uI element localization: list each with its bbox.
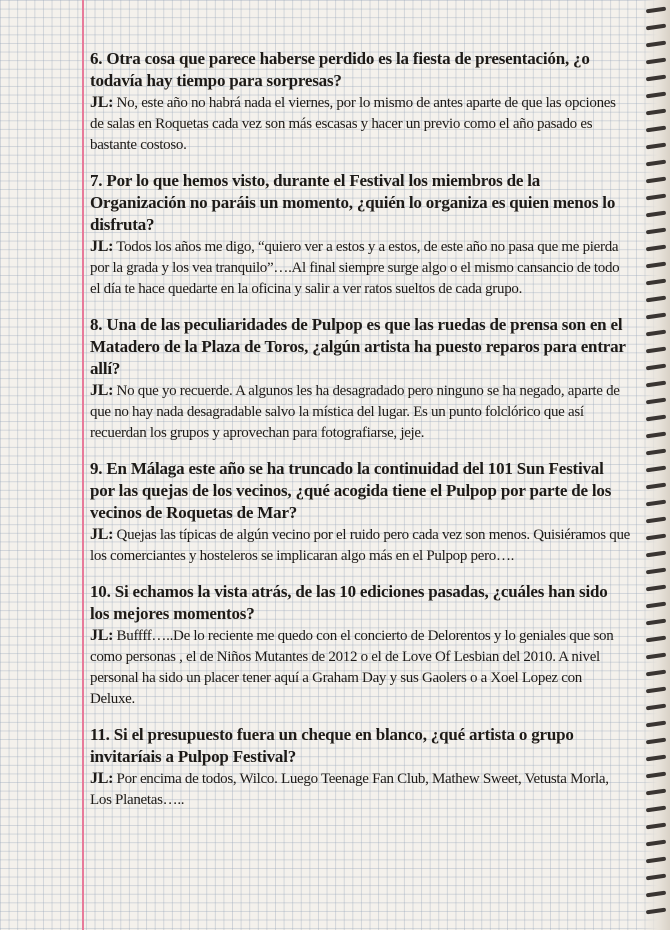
spiral-ring bbox=[646, 619, 666, 626]
spiral-ring bbox=[646, 840, 666, 847]
speaker-label: JL: bbox=[90, 238, 114, 255]
spiral-ring bbox=[646, 500, 666, 507]
question-7: 7. Por lo que hemos visto, durante el Festival los miembros de la Organización no paráis un momento, ¿quién lo organiza es quien menos lo disfruta? bbox=[90, 171, 616, 234]
spiral-ring bbox=[646, 92, 666, 99]
spiral-ring bbox=[646, 415, 666, 422]
spiral-ring bbox=[646, 347, 666, 354]
spiral-ring bbox=[646, 908, 666, 915]
question-11: 11. Si el presupuesto fuera un cheque en blanco, ¿qué artista o grupo invitaríais a Pulpop Festival? bbox=[90, 725, 574, 766]
question-10: 10. Si echamos la vista atrás, de las 10 ediciones pasadas, ¿cuáles han sido los mejores momentos? bbox=[90, 582, 608, 623]
speaker-label: JL: bbox=[90, 94, 114, 111]
spiral-ring bbox=[646, 228, 666, 235]
spiral-ring bbox=[646, 670, 666, 677]
spiral-ring bbox=[646, 449, 666, 456]
question-8: 8. Una de las peculiaridades de Pulpop es que las ruedas de prensa son en el Matadero de la Plaza de Toros, ¿algún artista ha puesto reparos para entrar allí? bbox=[90, 315, 626, 378]
spiral-ring bbox=[646, 738, 666, 745]
interview-content bbox=[90, 48, 630, 825]
spiral-ring bbox=[646, 432, 666, 439]
answer-9 bbox=[90, 524, 630, 567]
spiral-ring bbox=[646, 330, 666, 337]
spiral-ring bbox=[646, 364, 666, 371]
spiral-ring bbox=[646, 687, 666, 694]
spiral-ring bbox=[646, 279, 666, 286]
spiral-ring bbox=[646, 789, 666, 796]
spiral-ring bbox=[646, 874, 666, 881]
qa-block-10 bbox=[90, 581, 630, 710]
answer-text: No que yo recuerde. A algunos les ha desagradado pero ninguno se ha negado, aparte de que no hay nada desagradable salvo la mística del lugar. Es un punto folclórico que así recuerdan los grupos y aprovechan para fotografiarse, jeje. bbox=[90, 383, 620, 441]
answer-text: Todos los años me digo, “quiero ver a estos y a estos, de este año no pasa que me pierda por la grada y los vea tranquilo”….Al final siempre surge algo o el mismo cansancio de todo el día te hace quedarte en la oficina y salir a ver ratos sueltos de cada grupo. bbox=[90, 239, 620, 297]
spiral-ring bbox=[646, 806, 666, 813]
spiral-ring bbox=[646, 262, 666, 269]
spiral-ring bbox=[646, 24, 666, 31]
spiral-ring bbox=[646, 585, 666, 592]
spiral-binding bbox=[640, 0, 670, 930]
answer-11 bbox=[90, 768, 630, 811]
speaker-label: JL: bbox=[90, 770, 114, 787]
spiral-ring bbox=[646, 398, 666, 405]
spiral-ring bbox=[646, 177, 666, 184]
spiral-ring bbox=[646, 75, 666, 82]
answer-7 bbox=[90, 236, 630, 300]
margin-line bbox=[82, 0, 84, 930]
spiral-ring bbox=[646, 194, 666, 201]
speaker-label: JL: bbox=[90, 382, 114, 399]
question-9: 9. En Málaga este año se ha truncado la continuidad del 101 Sun Festival por las quejas de los vecinos, ¿qué acogida tiene el Pulpop por parte de los vecinos de Roquetas de Mar? bbox=[90, 459, 612, 522]
spiral-ring bbox=[646, 313, 666, 320]
answer-8 bbox=[90, 380, 630, 444]
spiral-ring bbox=[646, 568, 666, 575]
spiral-ring bbox=[646, 653, 666, 660]
spiral-ring bbox=[646, 857, 666, 864]
spiral-ring bbox=[646, 517, 666, 524]
answer-text: Quejas las típicas de algún vecino por el ruido pero cada vez son menos. Quisiéramos que los comerciantes y hosteleros se implicaran algo más en el Pulpop pero…. bbox=[90, 527, 630, 564]
answer-10 bbox=[90, 625, 630, 710]
spiral-ring bbox=[646, 891, 666, 898]
spiral-ring bbox=[646, 602, 666, 609]
qa-block-9 bbox=[90, 458, 630, 567]
answer-6 bbox=[90, 92, 630, 156]
spiral-ring bbox=[646, 296, 666, 303]
question-6: 6. Otra cosa que parece haberse perdido es la fiesta de presentación, ¿o todavía hay tiempo para sorpresas? bbox=[90, 49, 590, 90]
spiral-ring bbox=[646, 704, 666, 711]
spiral-ring bbox=[646, 381, 666, 388]
spiral-ring bbox=[646, 109, 666, 116]
spiral-ring bbox=[646, 41, 666, 48]
spiral-ring bbox=[646, 772, 666, 779]
spiral-ring bbox=[646, 483, 666, 490]
spiral-ring bbox=[646, 755, 666, 762]
spiral-ring bbox=[646, 534, 666, 541]
qa-block-6 bbox=[90, 48, 630, 156]
answer-text: Buffff…..De lo reciente me quedo con el concierto de Delorentos y lo geniales que son como personas , el de Niños Mutantes de 2012 o el de Love Of Lesbian del 2010. A nivel personal ha sido un placer tener aquí a Graham Day y sus Gaolers o a Xoel Lopez con Deluxe. bbox=[90, 628, 614, 707]
spiral-ring bbox=[646, 143, 666, 150]
answer-text: No, este año no habrá nada el viernes, por lo mismo de antes aparte de que las opciones de salas en Roquetas cada vez son más escasas y hacer un previo como el año pasado es bastante costoso. bbox=[90, 95, 616, 153]
spiral-ring bbox=[646, 7, 666, 14]
speaker-label: JL: bbox=[90, 526, 114, 543]
spiral-ring bbox=[646, 126, 666, 133]
spiral-ring bbox=[646, 211, 666, 218]
answer-text: Por encima de todos, Wilco. Luego Teenage Fan Club, Mathew Sweet, Vetusta Morla, Los Planetas….. bbox=[90, 771, 609, 808]
spiral-ring bbox=[646, 721, 666, 728]
spiral-ring bbox=[646, 160, 666, 167]
qa-block-8 bbox=[90, 314, 630, 444]
speaker-label: JL: bbox=[90, 627, 114, 644]
spiral-ring bbox=[646, 636, 666, 643]
spiral-ring bbox=[646, 58, 666, 65]
qa-block-11 bbox=[90, 724, 630, 811]
spiral-ring bbox=[646, 551, 666, 558]
spiral-ring bbox=[646, 245, 666, 252]
spiral-ring bbox=[646, 466, 666, 473]
qa-block-7 bbox=[90, 170, 630, 300]
spiral-ring bbox=[646, 823, 666, 830]
